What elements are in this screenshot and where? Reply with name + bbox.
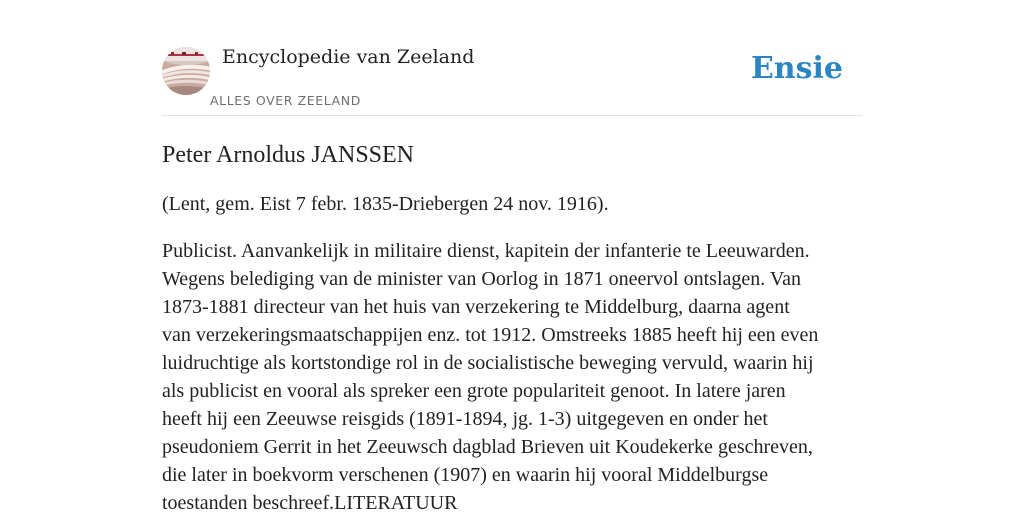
article-body-line: toestanden beschreef.LITERATUUR — [162, 492, 458, 512]
site-title-link[interactable]: Encyclopedie van Zeeland — [222, 46, 475, 68]
article-body-line: 1873-1881 directeur van het huis van verzekering te Middelburg, daarna agent — [162, 296, 790, 318]
site-tagline: ALLES OVER ZEELAND — [210, 93, 361, 108]
article-content — [162, 140, 872, 512]
article-body-line: Publicist. Aanvankelijk in militaire dienst, kapitein der infanterie te Leeuwarden. — [162, 240, 810, 262]
site-avatar[interactable] — [162, 47, 210, 95]
article-body-line: pseudoniem Gerrit in het Zeeuwsch dagblad Brieven uit Koudekerke geschreven, — [162, 436, 813, 458]
article-body-line: Wegens belediging van de minister van Oorlog in 1871 oneervol ontslagen. Van — [162, 268, 801, 290]
article-body-line: als publicist en vooral als spreker een grote populariteit genoot. In latere jaren — [162, 380, 786, 402]
article-title: Peter Arnoldus JANSSEN — [162, 142, 415, 168]
article-body-line: van verzekeringsmaatschappijen enz. tot 1912. Omstreeks 1885 heeft hij een even — [162, 324, 819, 346]
site-header — [162, 0, 862, 116]
book-pages-photo-icon — [162, 47, 210, 95]
ensie-logo-link[interactable]: Ensie — [750, 51, 843, 86]
article-dates: (Lent, gem. Eist 7 febr. 1835-Driebergen 24 nov. 1916). — [162, 193, 609, 215]
article-body — [162, 237, 872, 512]
article-body-line: die later in boekvorm verschenen (1907) en waarin hij vooral Middelburgse — [162, 464, 769, 486]
article-body-line: heeft hij een Zeeuwse reisgids (1891-1894, jg. 1-3) uitgegeven en onder het — [162, 408, 768, 430]
article-body-line: luidruchtige als kortstondige rol in de socialistische beweging vervuld, waarin hij — [162, 352, 814, 374]
